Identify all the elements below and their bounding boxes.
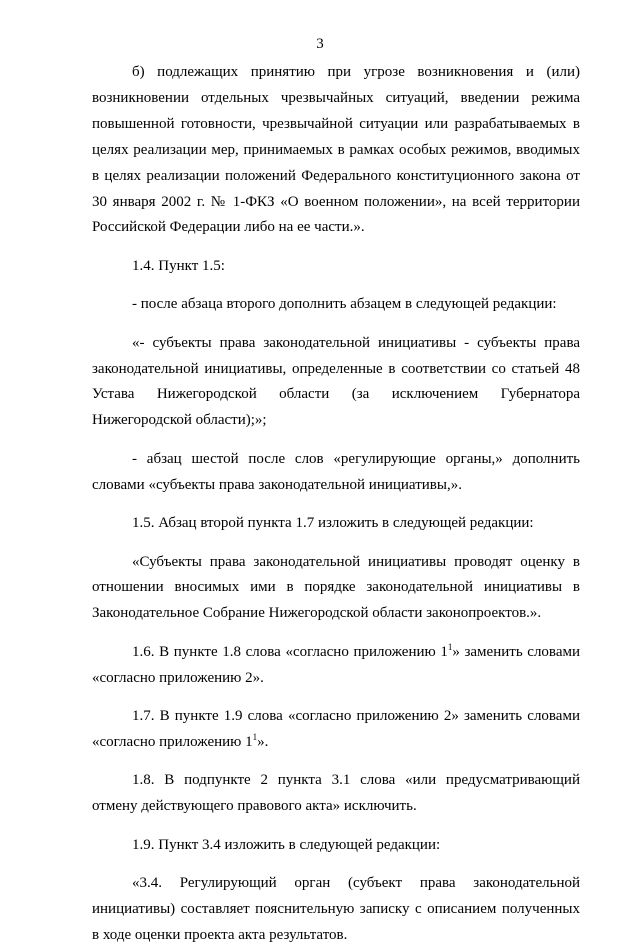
paragraph-1-4-item: - после абзаца второго дополнить абзацем в следующей редакции: [132,296,557,313]
paragraph-1-4-abzac-6: - абзац шестой после слов «регулирующие органы,» дополнить словами «субъекты права законодательной инициативы,». [92,450,580,493]
paragraph-1-6-before: 1.6. В пункте 1.8 слова «согласно приложению 1 [132,643,448,660]
paragraph-1-9-quote: «3.4. Регулирующий орган (субъект права законодательной инициативы) составляет пояснительную записку с описанием полученных в ходе оценки проекта акта результатов. [92,875,580,943]
paragraph-1-6 [92,640,580,692]
paragraph-1-6-after: » заменить словами «согласно приложению 2». [92,643,580,686]
paragraph-1-8: 1.8. В подпункте 2 пункта 3.1 слова «или предусматривающий отмену действующего правового акта» исключить. [92,772,580,815]
paragraph-1-7-sup: 1 [252,731,258,742]
paragraph-1-5-quote: «Субъекты права законодательной инициативы проводят оценку в отношении вносимых ими в порядке законодательной инициативы в Законодательное Собрание Нижегородской области законопроектов.». [92,553,580,622]
paragraph-1-9: 1.9. Пункт 3.4 изложить в следующей редакции: [132,836,441,853]
paragraph-1-7-before: 1.7. В пункте 1.9 слова «согласно приложению 2» заменить словами «согласно приложению 1 [92,708,580,750]
paragraph-1-7-after: ». [257,733,269,750]
paragraph-1-4: 1.4. Пункт 1.5: [132,257,225,274]
paragraph-1-4-quote: «- субъекты права законодательной инициативы - субъекты права законодательной инициативы, определенные в соответствии со статьей 48 Устава Нижегородской области (за исключением Губернатора Нижегородской области);»; [92,334,580,429]
paragraph-b: б) подлежащих принятию при угрозе возникновения и (или) возникновении отдельных чрезвычайных ситуаций, введении режима повышенной готовности, чрезвычайной ситуации или разрабатываемых в целях реализации мер, принимаемых в рамках особых режимов, вводимых в целях реализации положений Федерального конституционного закона от 30 января 2002 г. № 1-ФКЗ «О военном положении», на всей территории Российской Федерации либо на ее части.». [92,64,580,236]
page-number: 3 [316,36,324,52]
paragraph-1-6-sup: 1 [447,641,453,652]
document-body [92,60,580,949]
paragraph-1-7 [92,704,580,756]
paragraph-1-5: 1.5. Абзац второй пункта 1.7 изложить в следующей редакции: [132,515,534,532]
